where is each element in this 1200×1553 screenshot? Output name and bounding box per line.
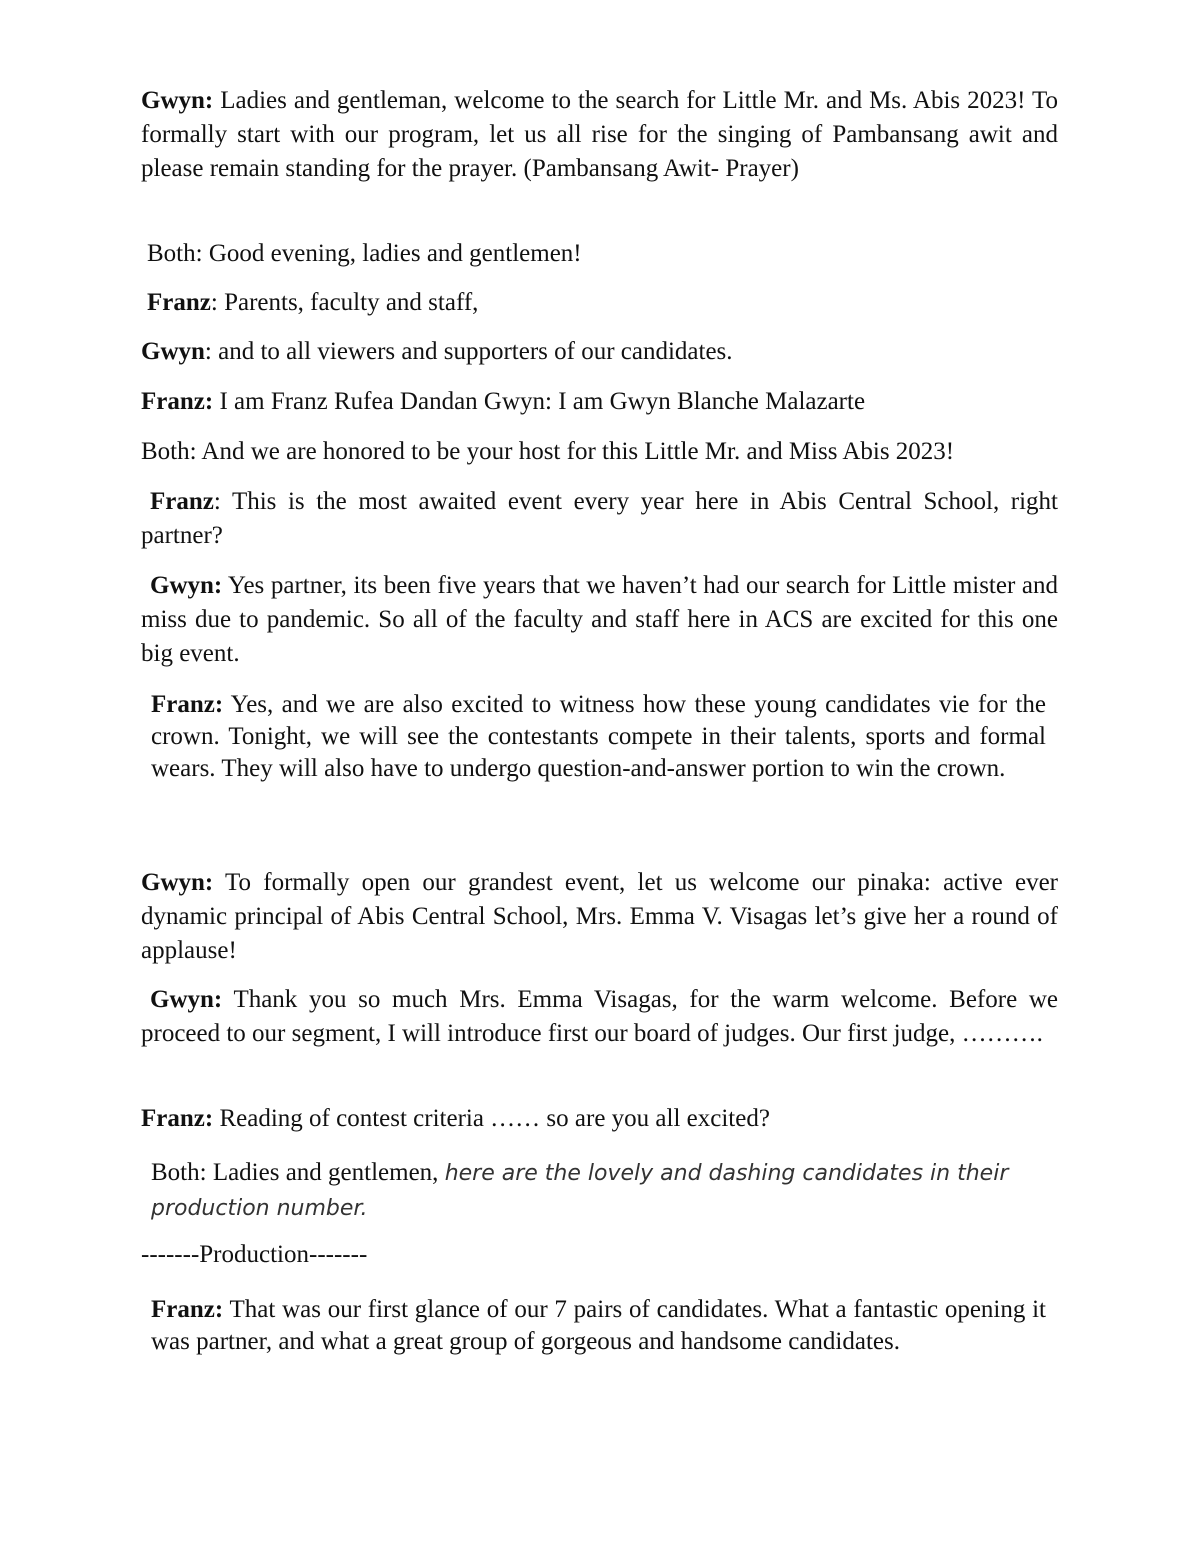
paragraph-text: Yes, and we are also excited to witness how these young candidates vie for the crown. Tonight, we will see the contestants compete in their talents, sports and formal wears. They will also have to undergo question-and-answer portion to win the crown. [151,691,1046,782]
paragraph-franz-parents [147,286,1058,320]
speaker-label: Franz: [141,388,214,415]
paragraph-text: To formally open our grandest event, let us welcome our pinaka: active ever dynamic principal of Abis Central School, Mrs. Emma V. Visagas let’s give her a round of applause! [141,869,1058,964]
speaker-label: Gwyn: [141,869,214,896]
paragraph-franz-intro [141,385,1058,419]
speaker-label: Gwyn: [150,572,223,599]
paragraph-both-production [151,1156,1051,1226]
paragraph-franz-first-glance [151,1294,1046,1358]
paragraph-gwyn-principal [141,866,1058,968]
speaker-label: Franz [150,488,214,515]
paragraph-text: Both: Ladies and gentlemen, [151,1159,445,1186]
production-divider-label [141,1238,1058,1272]
paragraph-franz-awaited [141,485,1058,553]
paragraph-text: Both: Good evening, ladies and gentlemen! [147,240,582,267]
paragraph-text: Reading of contest criteria …… so are you all excited? [213,1105,770,1132]
paragraph-both-greeting [147,237,1058,271]
paragraph-gwyn-five-years [141,569,1058,671]
speaker-label: Gwyn: [141,87,214,114]
speaker-label: Franz: [151,1296,224,1323]
paragraph-gwyn-viewers [141,335,1058,369]
paragraph-text: Ladies and gentleman, welcome to the search for Little Mr. and Ms. Abis 2023! To formally start with our program, let us all rise for the singing of Pambansang awit and please remain standing for the prayer. (Pambansang Awit- Prayer) [141,87,1058,182]
speaker-label: Gwyn [141,338,205,365]
paragraph-text: : and to all viewers and supporters of our candidates. [204,338,733,365]
speaker-label: Franz: [141,1105,214,1132]
paragraph-text: : This is the most awaited event every year here in Abis Central School, right partner? [141,488,1058,549]
paragraph-italic-text: here are the lovely and dashing candidates in their production number. [151,1161,1009,1221]
paragraph-gwyn-welcome [141,84,1058,186]
paragraph-text: I am Franz Rufea Dandan Gwyn: I am Gwyn Blanche Malazarte [213,388,866,415]
paragraph-text: -------Production------- [141,1241,368,1268]
speaker-label: Gwyn: [150,986,223,1013]
paragraph-franz-excited [151,689,1046,785]
speaker-label: Franz [147,289,211,316]
paragraph-text: Both: And we are honored to be your host for this Little Mr. and Miss Abis 2023! [141,438,955,465]
paragraph-gwyn-judges [141,983,1058,1051]
speaker-label: Franz: [151,691,224,718]
paragraph-text: Thank you so much Mrs. Emma Visagas, for the warm welcome. Before we proceed to our segment, I will introduce first our board of judges. Our first judge, ………. [141,986,1058,1047]
paragraph-text: : Parents, faculty and staff, [210,289,479,316]
paragraph-franz-criteria [141,1102,1058,1136]
paragraph-text: Yes partner, its been five years that we haven’t had our search for Little mister and miss due to pandemic. So all of the faculty and staff here in ACS are excited for this one big event. [141,572,1058,667]
paragraph-text: That was our first glance of our 7 pairs of candidates. What a fantastic opening it was partner, and what a great group of gorgeous and handsome candidates. [151,1296,1046,1355]
paragraph-both-honored [141,435,1058,469]
